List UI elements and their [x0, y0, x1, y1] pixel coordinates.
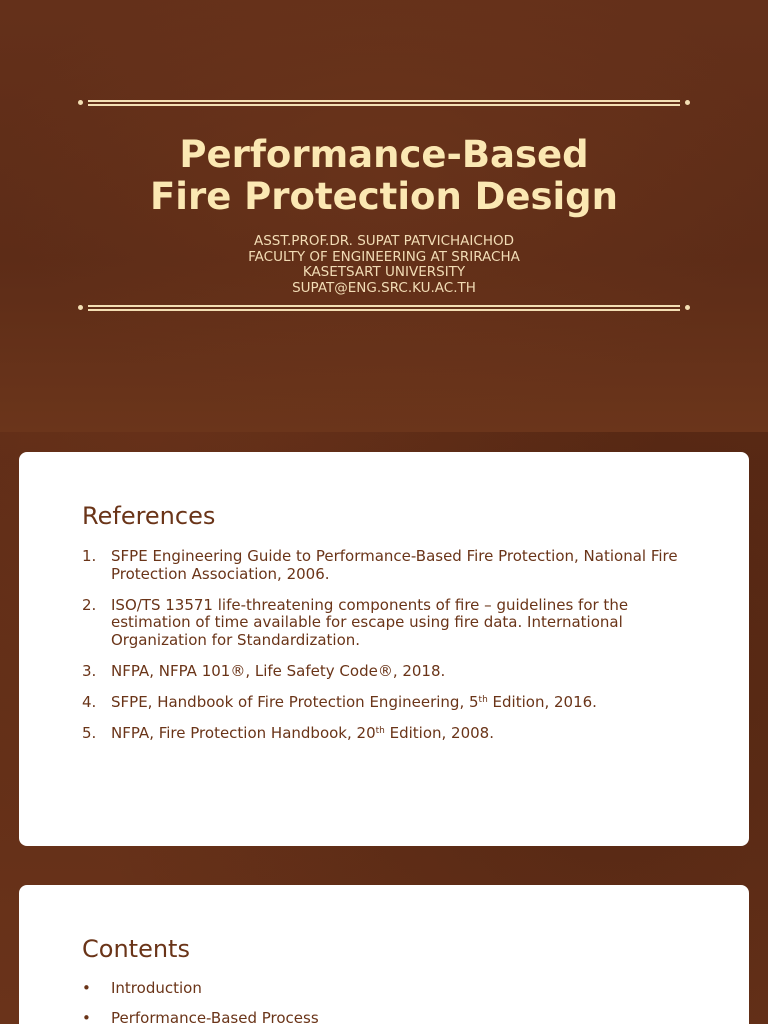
reference-text: NFPA, NFPA 101®, Life Safety Code®, 2018.: [111, 661, 446, 680]
reference-number: 4.: [82, 692, 97, 711]
divider-line: [88, 309, 680, 311]
reference-item: [82, 725, 702, 743]
bullet-icon: •: [82, 1009, 91, 1024]
reference-number: 5.: [82, 723, 97, 742]
divider-dot: [78, 305, 83, 310]
author-email: SUPAT@ENG.SRC.KU.AC.TH: [292, 279, 476, 296]
divider-line: [88, 305, 680, 307]
divider-line: [88, 100, 680, 102]
reference-text: SFPE Engineering Guide to Performance-Based Fire Protection, National Fire Protection Association, 2006.: [111, 547, 678, 583]
university-name: KASETSART UNIVERSITY: [302, 264, 466, 280]
contents-item: [82, 979, 702, 997]
reference-item: [82, 548, 702, 583]
faculty-name: FACULTY OF ENGINEERING AT SRIRACHA: [248, 248, 520, 265]
divider-dot: [685, 100, 690, 105]
references-list: [82, 548, 702, 756]
title-slide: [0, 0, 768, 432]
superscript: th: [375, 725, 385, 736]
reference-text-part: Edition, 2016.: [487, 692, 597, 711]
contents-item-label: Performance-Based Process: [111, 1009, 319, 1024]
references-slide: [19, 452, 749, 846]
divider-dot: [78, 100, 83, 105]
author-name: ASST.PROF.DR. SUPAT PATVICHAICHOD: [254, 233, 514, 249]
references-heading: References: [82, 502, 216, 530]
contents-item-label: Introduction: [111, 979, 202, 997]
reference-number: 2.: [82, 595, 97, 614]
reference-item: [82, 694, 702, 712]
divider-dot: [685, 305, 690, 310]
contents-list: [82, 979, 702, 1024]
reference-number: 3.: [82, 661, 97, 680]
top-divider: [78, 100, 690, 106]
contents-item: [82, 1009, 702, 1024]
reference-text: ISO/TS 13571 life-threatening components of fire – guidelines for the estimation of time available for escape using fire data. International Organization for Standardization.: [111, 595, 629, 649]
divider-line: [88, 104, 680, 106]
reference-text-part: NFPA, Fire Protection Handbook, 20: [111, 723, 376, 742]
slide-title-line-1: Performance-Based: [179, 133, 589, 176]
slide-subtitle: [0, 234, 768, 296]
reference-item: [82, 663, 702, 681]
contents-slide: [19, 885, 749, 1024]
bottom-divider: [78, 305, 690, 311]
reference-number: 1.: [82, 547, 97, 565]
reference-text: [111, 724, 494, 742]
reference-text-part: Edition, 2008.: [384, 723, 494, 742]
reference-text-part: SFPE, Handbook of Fire Protection Engineering, 5: [111, 692, 479, 711]
bullet-icon: •: [82, 979, 91, 997]
reference-item: [82, 597, 702, 650]
reference-text: [111, 693, 597, 711]
superscript: th: [478, 694, 488, 705]
slide-title: [0, 134, 768, 218]
contents-heading: Contents: [82, 935, 190, 963]
slide-title-line-2: Fire Protection Design: [149, 175, 619, 218]
